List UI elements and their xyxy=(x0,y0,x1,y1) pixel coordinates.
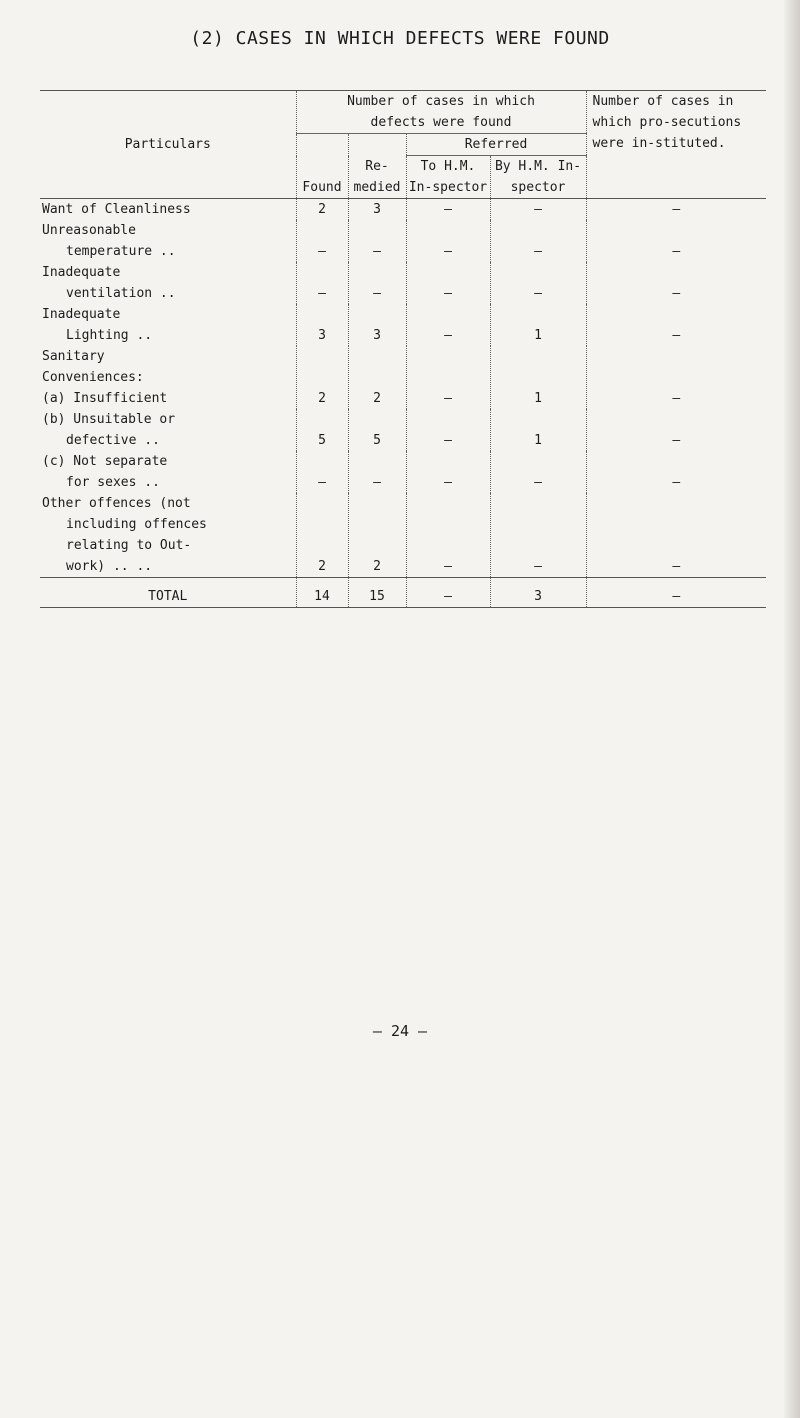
particular-line: including offences xyxy=(66,517,207,532)
cell-value: – xyxy=(672,202,681,217)
cell-to xyxy=(406,409,490,451)
particular-line: for sexes .. xyxy=(66,475,160,490)
cell-remedied xyxy=(348,451,406,493)
cell-found xyxy=(296,262,348,304)
cell-remedied xyxy=(348,199,406,221)
defects-table xyxy=(40,90,766,608)
header-found: Found xyxy=(296,134,348,199)
cell-value: 3 xyxy=(373,202,381,217)
header-prosecutions: Number of cases in which pro-secutions were in-stituted. xyxy=(586,91,766,199)
cell-remedied xyxy=(348,262,406,304)
cell-found xyxy=(296,451,348,493)
table-row xyxy=(40,220,766,262)
total-row xyxy=(40,578,766,608)
cell-value: – xyxy=(444,328,452,343)
cell-prosecutions xyxy=(586,493,766,578)
cell-value: – xyxy=(444,475,452,490)
cell-to xyxy=(406,493,490,578)
header-particulars: Particulars xyxy=(124,137,211,152)
table-row xyxy=(40,451,766,493)
cell-value: 1 xyxy=(534,391,542,406)
cell-value: 1 xyxy=(534,433,542,448)
cell-found xyxy=(296,220,348,262)
cell-remedied xyxy=(348,346,406,409)
cell-by xyxy=(490,262,586,304)
cell-found xyxy=(296,346,348,409)
header-number-of-defects: Number of cases in which defects were found xyxy=(296,91,586,134)
defects-table-container xyxy=(40,90,766,608)
cell-to xyxy=(406,304,490,346)
row-particular xyxy=(40,409,296,451)
cell-value: – xyxy=(534,202,542,217)
cell-prosecutions xyxy=(586,199,766,221)
cell-by xyxy=(490,346,586,409)
total-to: – xyxy=(406,578,490,608)
cell-found xyxy=(296,409,348,451)
cell-value: 3 xyxy=(318,328,326,343)
table-row xyxy=(40,409,766,451)
cell-value: 2 xyxy=(318,391,326,406)
cell-value: 2 xyxy=(373,391,381,406)
cell-found xyxy=(296,304,348,346)
cell-remedied xyxy=(348,409,406,451)
cell-value: – xyxy=(534,286,542,301)
particular-line: Sanitary xyxy=(42,349,105,364)
cell-value: – xyxy=(444,433,452,448)
row-particular xyxy=(40,304,296,346)
particular-line: Conveniences: xyxy=(42,370,144,385)
page-number: – 24 – xyxy=(372,1022,428,1040)
cell-value: – xyxy=(444,202,452,217)
cell-value: – xyxy=(672,391,681,406)
cell-value: 2 xyxy=(318,202,326,217)
total-found: 14 xyxy=(296,578,348,608)
cell-value: – xyxy=(318,286,326,301)
particular-line: work) .. .. xyxy=(66,559,153,574)
total-remedied: 15 xyxy=(348,578,406,608)
table-row xyxy=(40,493,766,578)
header-referred: Referred xyxy=(406,134,586,156)
cell-by xyxy=(490,451,586,493)
cell-remedied xyxy=(348,304,406,346)
cell-value: 3 xyxy=(373,328,381,343)
cell-value: – xyxy=(444,286,452,301)
cell-prosecutions xyxy=(586,262,766,304)
particular-line: relating to Out- xyxy=(66,538,192,553)
cell-value: 5 xyxy=(373,433,381,448)
page-title: (2) CASES IN WHICH DEFECTS WERE FOUND xyxy=(190,28,610,49)
particular-line: Inadequate xyxy=(42,307,121,322)
row-particular xyxy=(40,262,296,304)
cell-value: – xyxy=(318,475,326,490)
total-by: 3 xyxy=(490,578,586,608)
cell-value: – xyxy=(672,328,681,343)
cell-by xyxy=(490,304,586,346)
cell-value: – xyxy=(318,244,326,259)
cell-value: – xyxy=(672,286,681,301)
cell-value: – xyxy=(672,433,681,448)
cell-value: – xyxy=(672,244,681,259)
cell-value: 1 xyxy=(534,328,542,343)
cell-to xyxy=(406,199,490,221)
particular-line: (b) Unsuitable or xyxy=(42,412,176,427)
cell-value: – xyxy=(444,559,452,574)
total-label: TOTAL xyxy=(40,578,296,608)
cell-remedied xyxy=(348,220,406,262)
cell-to xyxy=(406,346,490,409)
row-particular xyxy=(40,199,296,221)
row-particular xyxy=(40,451,296,493)
header-by-hm-inspector: By H.M. In-spector xyxy=(490,156,586,199)
cell-remedied xyxy=(348,493,406,578)
header-to-hm-inspector: To H.M. In-spector xyxy=(406,156,490,199)
particular-line: Want of Cleanliness xyxy=(42,202,191,217)
cell-by xyxy=(490,493,586,578)
particular-line: Unreasonable xyxy=(42,223,136,238)
particular-line: temperature .. xyxy=(66,244,176,259)
header-remedied: Re-medied xyxy=(348,134,406,199)
cell-prosecutions xyxy=(586,304,766,346)
particular-line: Other offences (not xyxy=(42,496,191,511)
cell-by xyxy=(490,409,586,451)
particular-line: defective .. xyxy=(66,433,160,448)
particular-line: (a) Insufficient xyxy=(42,391,168,406)
cell-value: 5 xyxy=(318,433,326,448)
cell-prosecutions xyxy=(586,451,766,493)
cell-value: – xyxy=(373,244,381,259)
cell-to xyxy=(406,451,490,493)
cell-prosecutions xyxy=(586,220,766,262)
cell-to xyxy=(406,220,490,262)
cell-value: – xyxy=(534,244,542,259)
table-row xyxy=(40,199,766,221)
cell-value: 2 xyxy=(373,559,381,574)
cell-found xyxy=(296,493,348,578)
particular-line: Lighting .. xyxy=(66,328,153,343)
scan-edge xyxy=(784,0,800,1418)
row-particular xyxy=(40,220,296,262)
table-row xyxy=(40,346,766,409)
cell-to xyxy=(406,262,490,304)
cell-value: – xyxy=(672,559,681,574)
cell-value: – xyxy=(373,286,381,301)
cell-value: – xyxy=(534,559,542,574)
cell-by xyxy=(490,199,586,221)
total-prosecutions: – xyxy=(586,578,766,608)
table-row xyxy=(40,304,766,346)
cell-value: – xyxy=(373,475,381,490)
cell-by xyxy=(490,220,586,262)
cell-value: – xyxy=(534,475,542,490)
cell-prosecutions xyxy=(586,346,766,409)
row-particular xyxy=(40,346,296,409)
cell-value: 2 xyxy=(318,559,326,574)
cell-value: – xyxy=(444,244,452,259)
particular-line: (c) Not separate xyxy=(42,454,168,469)
cell-value: – xyxy=(672,475,681,490)
particular-line: Inadequate xyxy=(42,265,121,280)
particular-line: ventilation .. xyxy=(66,286,176,301)
cell-value: – xyxy=(444,391,452,406)
row-particular xyxy=(40,493,296,578)
cell-found xyxy=(296,199,348,221)
table-row xyxy=(40,262,766,304)
cell-prosecutions xyxy=(586,409,766,451)
